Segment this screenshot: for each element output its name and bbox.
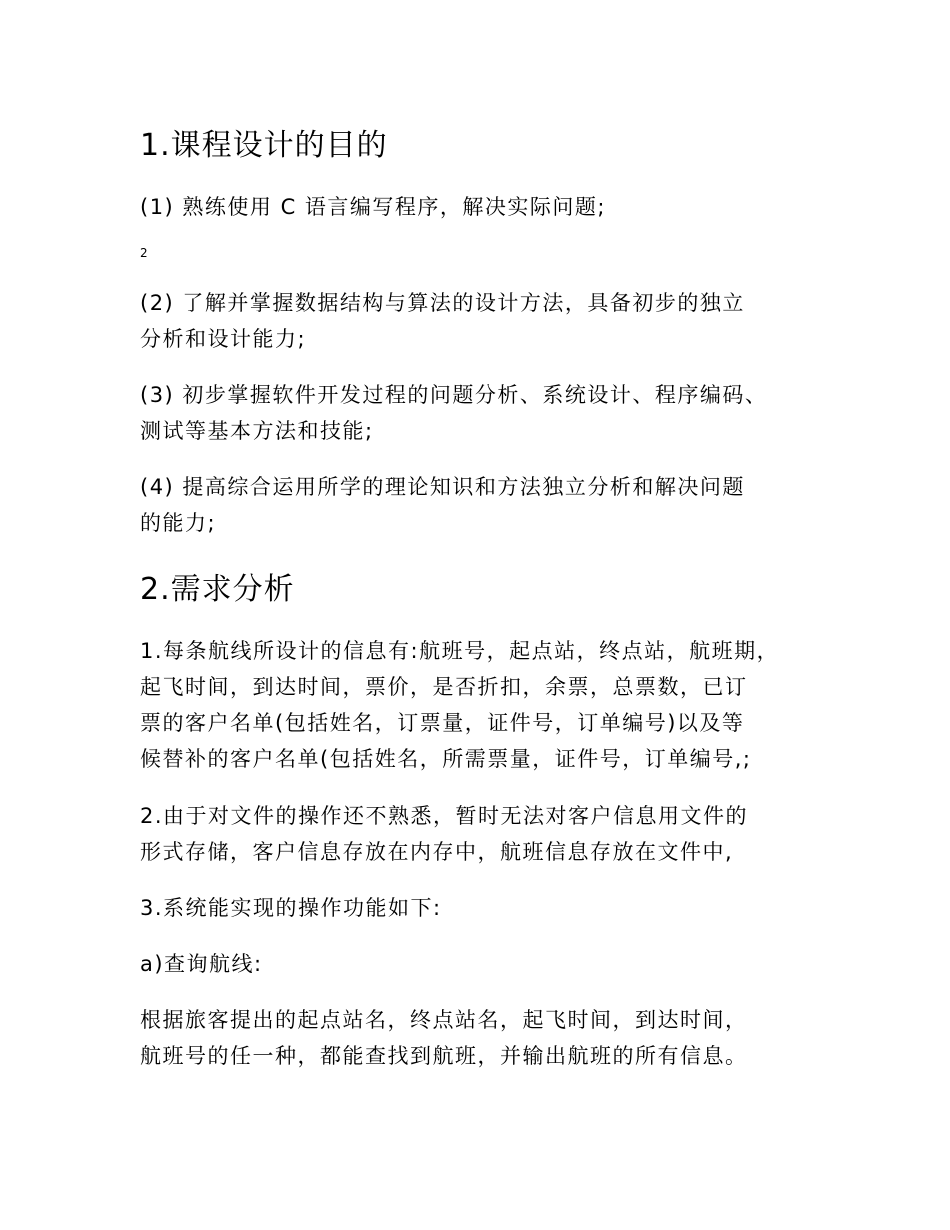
paragraph-2-2 <box>140 798 830 870</box>
paragraph-2-1 <box>140 633 830 777</box>
paragraph-2-3 <box>140 890 830 926</box>
paragraph-line: (2) 了解并掌握数据结构与算法的设计方法，具备初步的独立 <box>140 291 745 315</box>
section-2-title: 2.需求分析 <box>140 572 295 607</box>
paragraph-line: 票的客户名单(包括姓名，订票量，证件号，订单编号)以及等 <box>140 711 745 735</box>
section-1-title: 1.课程设计的目的 <box>140 128 388 163</box>
paragraph-line: 2.由于对文件的操作还不熟悉，暂时无法对客户信息用文件的 <box>140 804 749 828</box>
paragraph-line: 分析和设计能力; <box>140 327 307 351</box>
paragraph-1-3 <box>140 377 830 449</box>
paragraph-2-4 <box>140 946 830 982</box>
paragraph-line: 根据旅客提出的起点站名，终点站名，起飞时间，到达时间， <box>140 1008 748 1032</box>
paragraph-1-1 <box>140 189 830 225</box>
paragraph-line: (1) 熟练使用 C 语言编写程序，解决实际问题; <box>140 195 607 219</box>
paragraph-line: (3) 初步掌握软件开发过程的问题分析、系统设计、程序编码、 <box>140 383 768 407</box>
paragraph-line: 候替补的客户名单(包括姓名，所需票量，证件号，订单编号,; <box>140 747 752 771</box>
paragraph-line: 航班号的任一种，都能查找到航班，并输出航班的所有信息。 <box>140 1044 748 1068</box>
paragraph-line: 起飞时间，到达时间，票价，是否折扣，余票，总票数，已订 <box>140 675 748 699</box>
paragraph-line: (4) 提高综合运用所学的理论知识和方法独立分析和解决问题 <box>140 475 745 499</box>
paragraph-line: 形式存储，客户信息存放在内存中，航班信息存放在文件中, <box>140 840 734 864</box>
paragraph-1-2 <box>140 285 830 357</box>
paragraph-line: 3.系统能实现的操作功能如下: <box>140 896 442 920</box>
paragraph-2-5 <box>140 1002 830 1074</box>
paragraph-line: 测试等基本方法和技能; <box>140 419 374 443</box>
paragraph-line: a)查询航线: <box>140 952 263 976</box>
paragraph-line: 1.每条航线所设计的信息有:航班号，起点站，终点站，航班期， <box>140 639 780 663</box>
paragraph-1-4 <box>140 469 830 541</box>
paragraph-line: 的能力; <box>140 511 217 535</box>
page-marker: 2 <box>140 246 148 260</box>
